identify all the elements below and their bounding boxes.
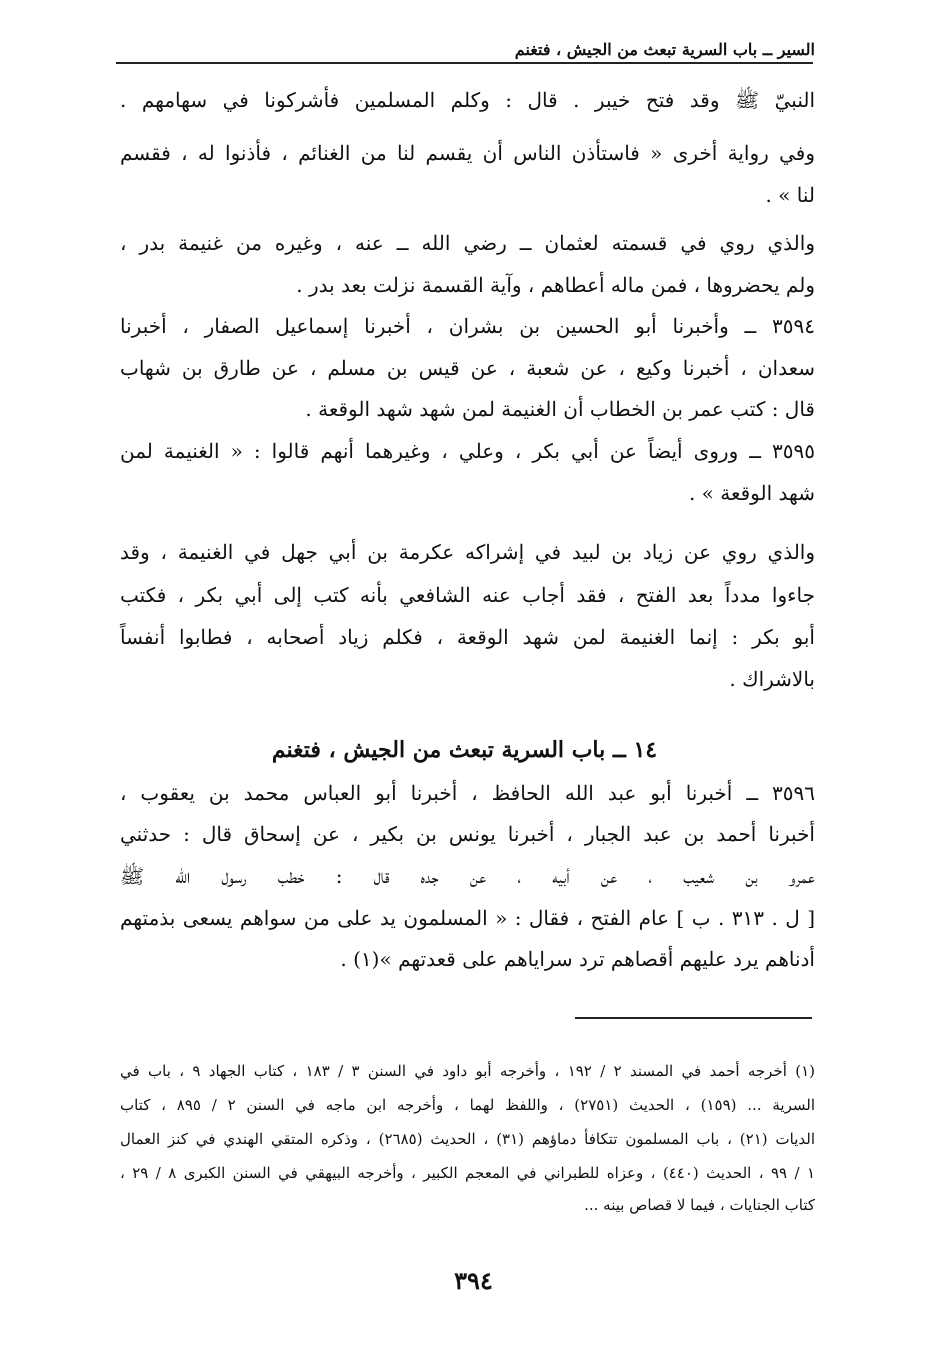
text-line: أخبرنا أحمد بن عبد الجبار ، أخبرنا يونس بن بكير ، عن إسحاق قال : حدثني bbox=[120, 822, 815, 846]
footnote-line: كتاب الجنايات ، فيما لا قصاص بينه ... bbox=[584, 1196, 815, 1214]
header-rule bbox=[116, 62, 813, 64]
page-number: ٣٩٤ bbox=[454, 1266, 493, 1295]
section-heading: ١٤ ــ باب السرية تبعث من الجيش ، فتغنم bbox=[271, 737, 658, 763]
text-line: جاءوا مدداً بعد الفتح ، فقد أجاب عنه الشافعي بأنه كتب إلى أبي بكر ، فكتب bbox=[120, 583, 815, 607]
footnote-line: السرية ... (١٥٩) ، الحديث (٢٧٥١) ، واللفظ لهما ، وأخرجه ابن ماجه في السنن ٢ / ٨٩٥ ، كتاب bbox=[120, 1096, 815, 1114]
text-line: النبيّ ﷺ وقد فتح خيبر . قال : وكلم المسلمين فأشركونا في سهامهم . bbox=[120, 88, 815, 112]
text-line: وفي رواية أخرى « فاستأذن الناس أن يقسم لنا من الغنائم ، فأذنوا له ، فقسم bbox=[120, 141, 815, 165]
hadith-3596-line: ٣٥٩٦ ــ أخبرنا أبو عبد الله الحافظ ، أخبرنا أبو العباس محمد بن يعقوب ، bbox=[120, 781, 815, 805]
text-line: قال : كتب عمر بن الخطاب أن الغنيمة لمن شهد شهد الوقعة . bbox=[305, 397, 815, 421]
text-line: ولم يحضروها ، فمن ماله أعطاهم ، وآية القسمة نزلت بعد بدر . bbox=[296, 273, 815, 297]
hadith-3594-line: ٣٥٩٤ ــ وأخبرنا أبو الحسين بن بشران ، أخبرنا إسماعيل الصفار ، أخبرنا bbox=[120, 314, 815, 338]
text-line: بالاشراك . bbox=[729, 667, 815, 691]
footnote-line: الديات (٢١) ، باب المسلمون تتكافأ دماؤهم (٣١) ، الحديث (٢٦٨٥) ، وذكره المتقي الهندي في كنز العمال bbox=[120, 1130, 815, 1148]
text-line: سعدان ، أخبرنا وكيع ، عن شعبة ، عن قيس بن مسلم ، عن طارق بن شهاب bbox=[120, 356, 815, 380]
footnote-rule bbox=[575, 1017, 812, 1019]
text-line: [ ل . ٣١٣ . ب ] عام الفتح ، فقال : « المسلمون يد على من سواهم يسعى بذمتهم bbox=[120, 906, 815, 930]
footnote-line: ١ / ٩٩ ، الحديث (٤٤٠) ، وعزاه للطبراني في المعجم الكبير ، وأخرجه البيهقي في السنن الكبرى ٨ / ٢٩ ، bbox=[120, 1164, 816, 1182]
text-line: أدناهم يرد عليهم أقصاهم ترد سراياهم على قعدتهم »(١) . bbox=[340, 947, 815, 971]
footnote-line: (١) أخرجه أحمد في المسند ٢ / ١٩٢ ، وأخرجه أبو داود في السنن ٣ / ١٨٣ ، كتاب الجهاد ٩ ، باب في bbox=[120, 1062, 816, 1080]
text-line: عمرو بن شعيب ، عن أبيه ، عن جده قال : خطب رسول الله ﷺ bbox=[120, 864, 815, 888]
hadith-3595-line: ٣٥٩٥ ــ وروى أيضاً عن أبي بكر ، وعلي ، وغيرهما أنهم قالوا : « الغنيمة لمن bbox=[120, 439, 815, 463]
text-line: والذي روي في قسمته لعثمان ــ رضي الله ــ عنه ، وغيره من غنيمة بدر ، bbox=[120, 231, 815, 255]
text-line: شهد الوقعة » . bbox=[688, 481, 815, 505]
text-line: لنا » . bbox=[765, 183, 815, 207]
text-line: أبو بكر : إنما الغنيمة لمن شهد الوقعة ، فكلم زياد أصحابه ، فطابوا أنفساً bbox=[120, 625, 815, 649]
running-head: السير ــ باب السرية تبعث من الجيش ، فتغنم bbox=[514, 40, 815, 59]
text-line: والذي روي عن زياد بن لبيد في إشراكه عكرمة بن أبي جهل في الغنيمة ، وقد bbox=[120, 540, 815, 564]
